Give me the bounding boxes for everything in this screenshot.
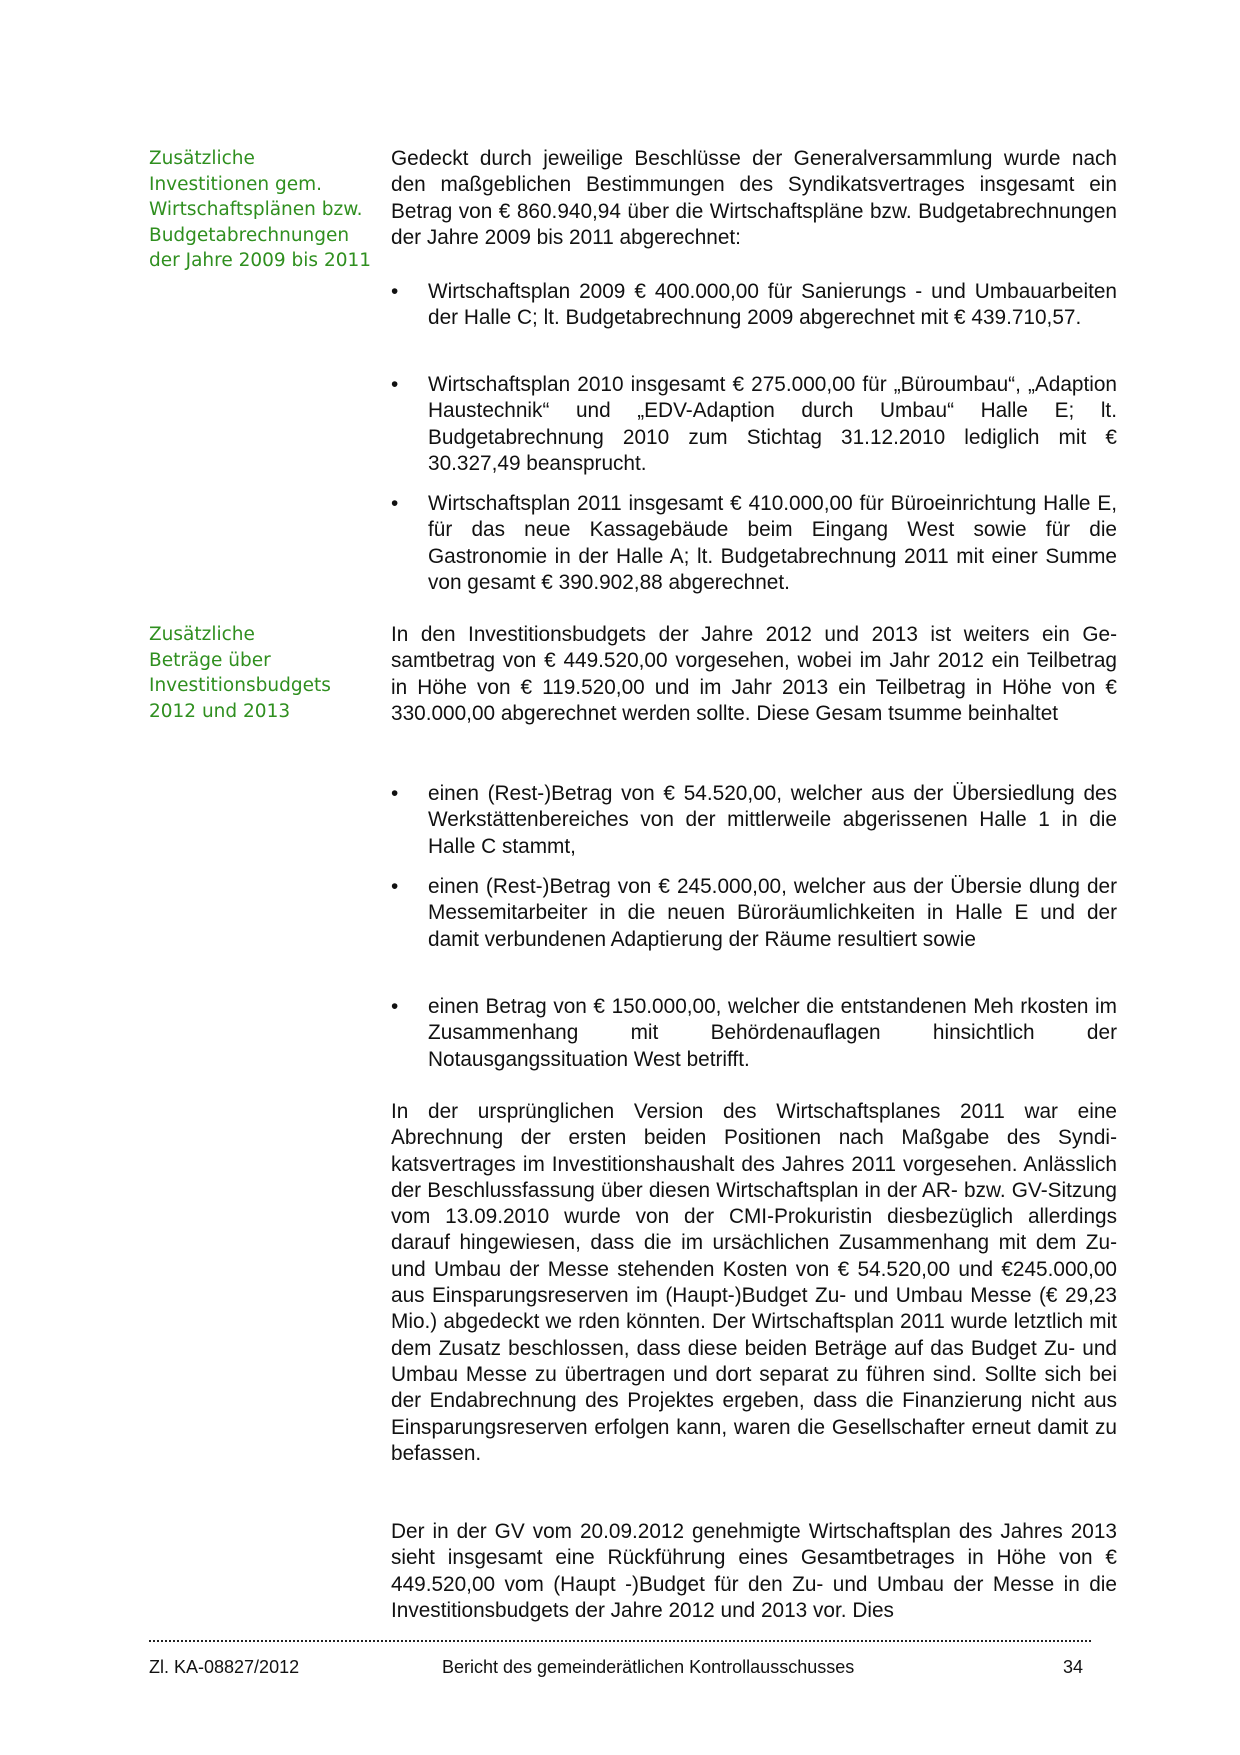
sidebar-note-line: Zusätzliche [149,624,255,645]
sidebar-note-line: Budgetabrechnungen [149,224,350,246]
bullet-icon: • [391,280,399,303]
bullet-text: einen Betrag von € 150.000,00, welcher die entstandenen Meh rkosten im Zusammenhang mit Behördenauflagen hinsichtlich der Notausgangssituation West betrifft. [428,995,1117,1071]
paragraph-text: In den Investitionsbudgets der Jahre 2012 und 2013 ist weiters ein Gesamtbetrag von € 449.520,00 vorgesehen, wobei im Jahr 2012 ein Teilbetrag in Höhe von € 119.520,00 und im Jahr 2013 ein Teilbetrag in Höhe von € 330.000,00 abgerechnet werden sollte. Diese Gesam tsumme beinhaltet [391,623,1117,725]
sidebar-note-betraege [149,622,374,724]
bullet-icon: • [391,875,399,898]
bullet-text: Wirtschaftsplan 2010 insgesamt € 275.000,00 für „Büroumbau“, „Adaption Haustechnik“ und „EDV-Adaption durch Umbau“ Halle E; lt. Budgetabrechnung 2010 zum Stichtag 31.12.2010 lediglich mit € 30.327,49 beansprucht. [428,373,1117,475]
paragraph-text: Gedeckt durch jeweilige Beschlüsse der Generalversammlung wurde nach den maßgeblichen Bestimmungen des Syndikatsvertrages insgesamt ein Betrag von € 860.940,94 über die Wirtschaftspläne bzw. Budgetabrechnungen der Jahre 2009 bis 2011 abgerechnet: [391,147,1117,249]
bullet-icon: • [391,373,399,396]
bullet-icon: • [391,995,399,1018]
bullet-icon: • [391,782,399,805]
bullet-icon: • [391,492,399,515]
footer-report-title: Bericht des gemeinderätlichen Kontrollausschusses [442,1657,855,1677]
bullet-text: Wirtschaftsplan 2011 insgesamt € 410.000,00 für Büroeinrichtung Halle E, für das neue Kassagebäude beim Eingang West sowie für die Gastronomie in der Halle A; lt. Budgetabrechnung 2011 mit einer Summe von gesamt € 390.902,88 abgerechnet. [428,492,1117,594]
sidebar-note-line: 2012 und 2013 [149,700,291,722]
footer-divider [149,1640,1091,1644]
paragraph-text: Der in der GV vom 20.09.2012 genehmigte Wirtschaftsplan des Jahres 2013 sieht insgesamt eine Rückführung eines Gesamtbetrages in Höhe von € 449.520,00 vom (Haupt -)Budget für den Zu- und Umbau der Messe in die Investitionsbudgets der Jahre 2012 und 2013 vor. Dies [391,1520,1117,1622]
body-paragraph-wirtschaftsplan-2013 [391,1519,1117,1624]
bullet-text: einen (Rest-)Betrag von € 245.000,00, welcher aus der Übersie dlung der Messemitarbeiter in die neuen Büroräumlichkeiten in Halle E und der damit verbundenen Adaptierung der Räume resultiert sowie [428,875,1117,951]
footer-reference: Zl. KA-08827/2012 [149,1657,300,1677]
sidebar-note-line: Beträge über [149,649,271,671]
sidebar-note-line: Wirtschaftsplänen bzw. [149,199,363,220]
sidebar-note-investitionen [149,146,374,274]
sidebar-note-line: Investitionen gem. [149,173,322,195]
body-paragraph-wirtschaftsplan-2011 [391,1099,1117,1467]
sidebar-note-line: Investitionsbudgets [149,675,331,696]
page-number: 34 [1063,1657,1084,1677]
sidebar-note-line: der Jahre 2009 bis 2011 [149,250,372,271]
body-paragraph-intro [391,146,1117,251]
bullet-text: Wirtschaftsplan 2009 € 400.000,00 für Sanierungs - und Umbauarbeiten der Halle C; lt. Budgetabrechnung 2009 abgerechnet mit € 439.710,57. [428,280,1117,330]
body-paragraph-investitionsbudgets [391,622,1117,727]
sidebar-note-line: Zusätzliche [149,148,255,169]
bullet-text: einen (Rest-)Betrag von € 54.520,00, welcher aus der Übersiedlung des Werkstättenbereiches von der mittlerweile abgerissenen Halle 1 in die Halle C stammt, [428,782,1117,858]
paragraph-text: In der ursprünglichen Version des Wirtschaftsplanes 2011 war eine Abrechnung der ersten beiden Positionen nach Maßgabe des Syndikatsvertrages im Investitionshaushalt des Jahres 2011 vorgesehen. Anlässlich der Beschlussfassung über diesen Wirtschaftsplan in der AR- bzw. GV-Sitzung vom 13.09.2010 wurde von der CMI-Prokuristin diesbezüglich allerdings darauf hingewiesen, dass die im ursächlichen Zusammenhang mit dem Zu- und Umbau der Messe stehenden Kosten von € 54.520,00 und €245.000,00 aus Einsparungsreserven im (Haupt-)Budget Zu- und Umbau Messe (€ 29,23 Mio.) abgedeckt we rden könnten. Der Wirtschaftsplan 2011 wurde letztlich mit dem Zusatz beschlossen, dass diese beiden Beträge auf das Budget Zu- und Umbau Messe zu übertragen und dort separat zu führen sind. Sollte sich bei der Endabrechnung des Projektes ergeben, dass die Finanzierung nicht aus Einsparungsreserven erfolgen kann, waren die Gesellschafter erneut damit zu befassen. [391,1100,1117,1465]
